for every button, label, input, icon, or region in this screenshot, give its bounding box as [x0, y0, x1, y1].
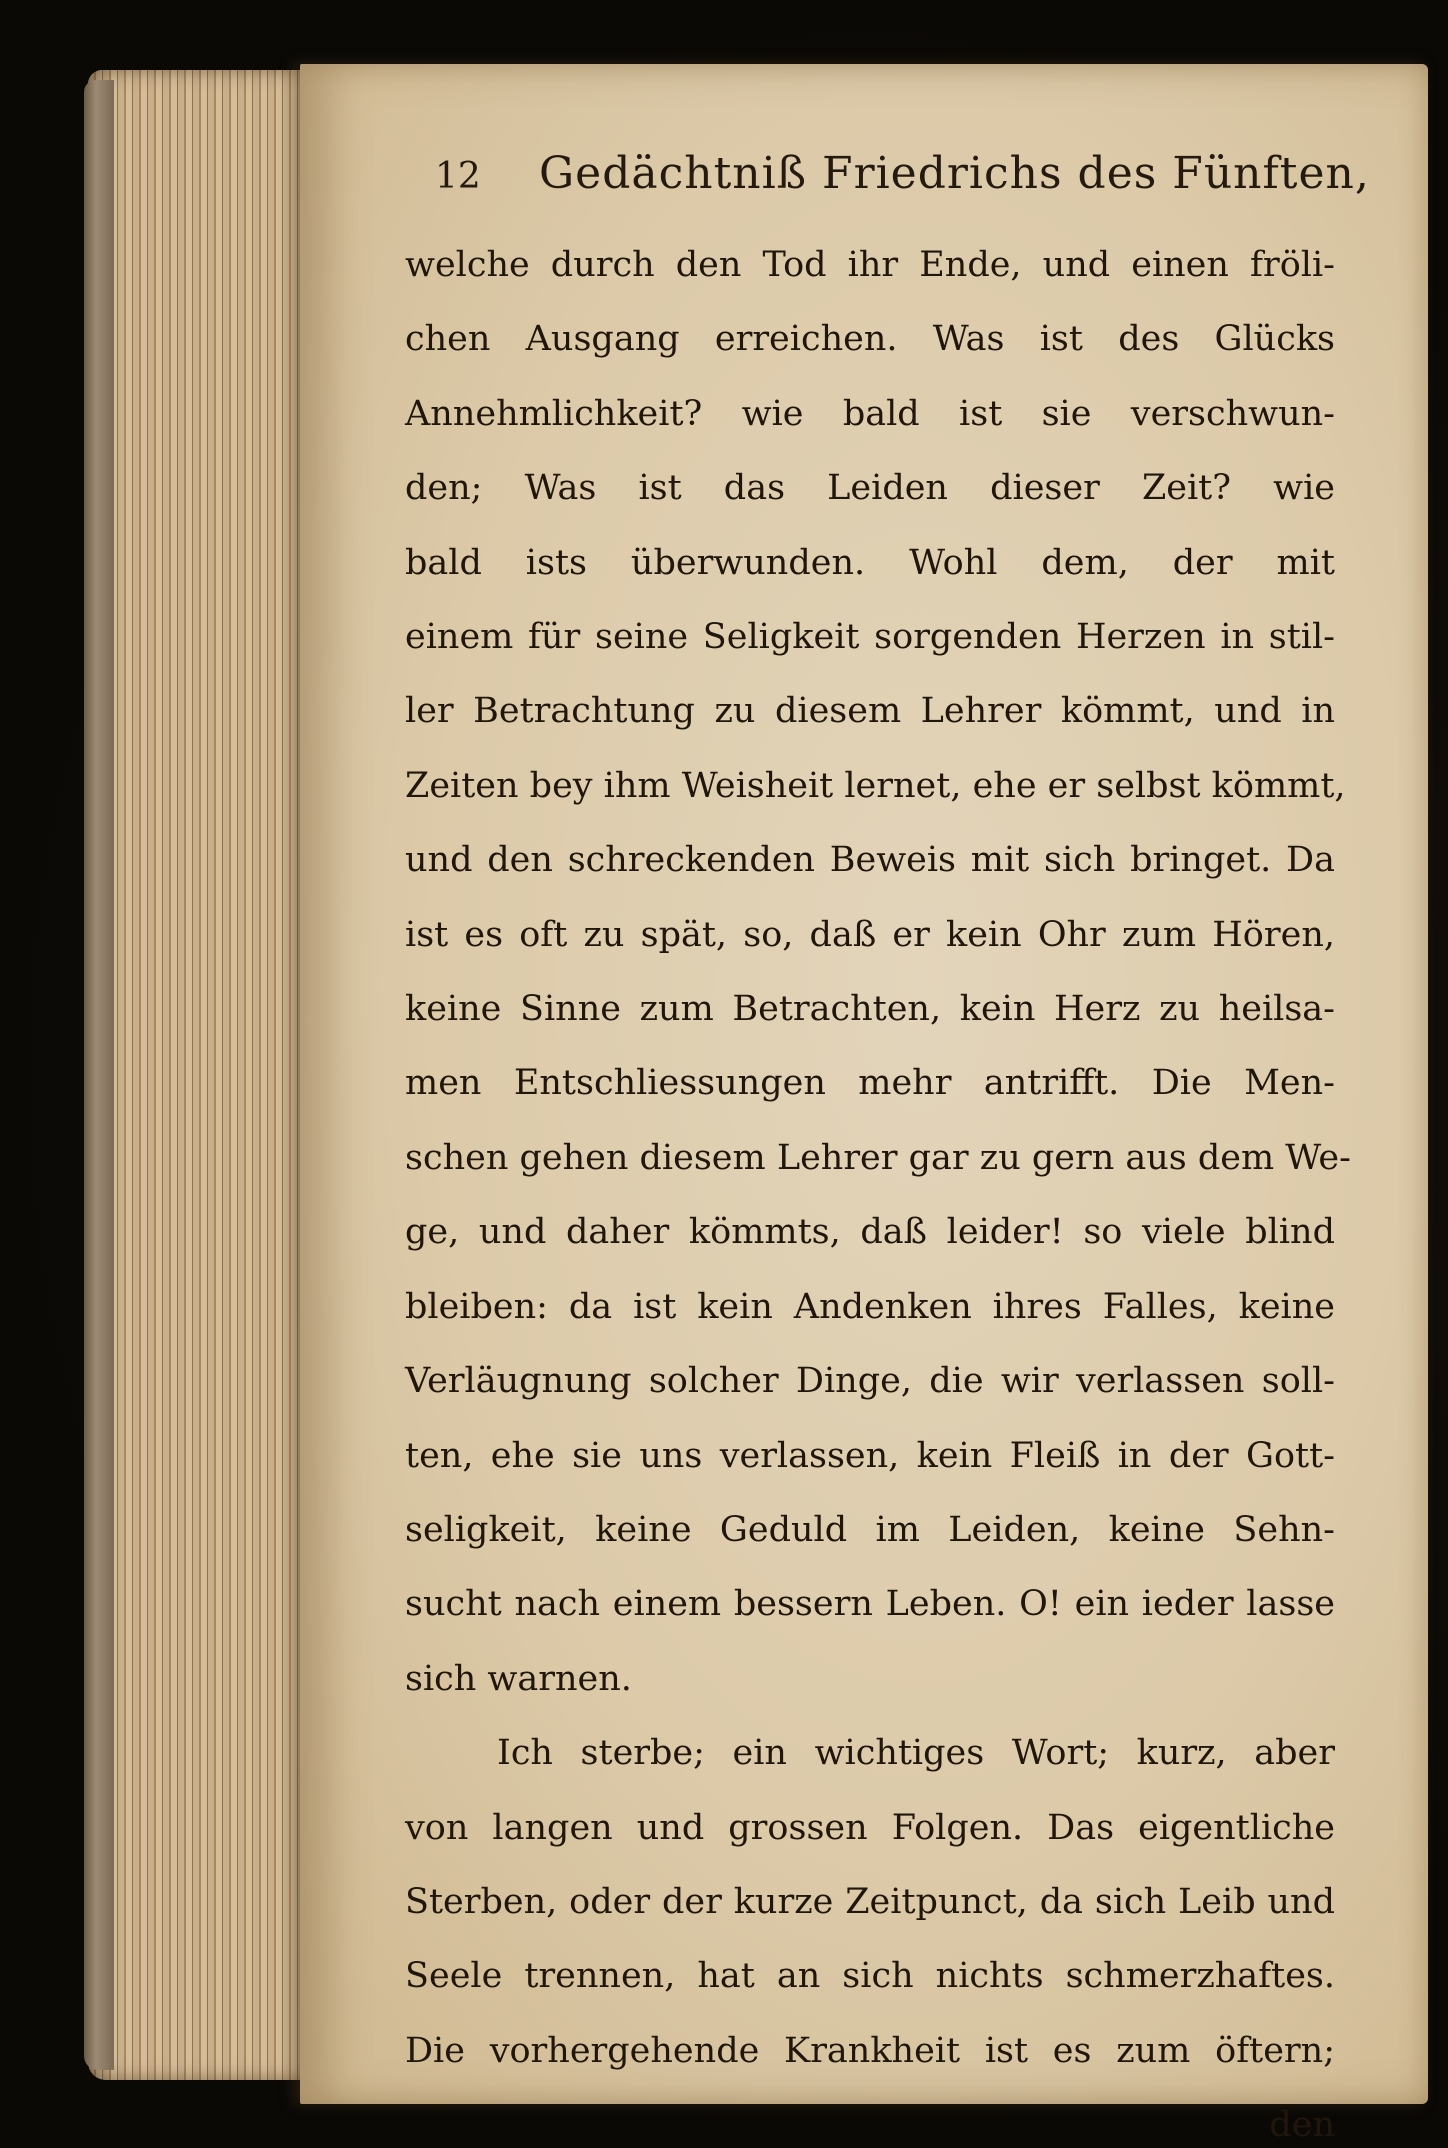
- text-line: den; Was ist das Leiden dieser Zeit? wie: [405, 468, 1335, 509]
- text-line: bald ists überwunden. Wohl dem, der mit: [405, 542, 1335, 583]
- text-line: sich warnen.: [405, 1658, 632, 1699]
- text-line: bleiben: da ist kein Andenken ihres Falles, keine: [405, 1286, 1335, 1327]
- page-edges: [88, 70, 318, 2080]
- text-line: ist es oft zu spät, so, daß er kein Ohr zum Hören,: [405, 914, 1335, 955]
- body-text: [405, 228, 1351, 2148]
- text-line: chen Ausgang erreichen. Was ist des Glücks: [405, 319, 1335, 360]
- text-line: und den schreckenden Beweis mit sich bringet. Da: [405, 840, 1335, 881]
- text-line: ler Betrachtung zu diesem Lehrer kömmt, und in: [405, 691, 1335, 732]
- text-line: welche durch den Tod ihr Ende, und einen fröli-: [405, 245, 1335, 285]
- text-line: schen gehen diesem Lehrer gar zu gern aus dem We-: [405, 1137, 1351, 1178]
- cover-edge: [84, 80, 114, 2070]
- text-line: ten, ehe sie uns verlassen, kein Fleiß in der Gott-: [405, 1435, 1335, 1476]
- catchword: den: [1269, 2105, 1335, 2146]
- page-header: [435, 148, 1370, 199]
- text-line: seligkeit, keine Geduld im Leiden, keine Sehn-: [405, 1509, 1335, 1550]
- text-line: Ich sterbe; ein wichtiges Wort; kurz, aber: [497, 1733, 1335, 1774]
- text-line: Verläugnung solcher Dinge, die wir verlassen soll-: [405, 1361, 1335, 1402]
- text-line: Sterben, oder der kurze Zeitpunct, da sich Leib und: [405, 1881, 1335, 1922]
- text-line: Zeiten bey ihm Weisheit lernet, ehe er selbst kömmt,: [405, 765, 1346, 806]
- page-number: 12: [435, 156, 481, 197]
- text-line: Annehmlichkeit? wie bald ist sie verschwun-: [405, 393, 1335, 434]
- text-line: Die vorhergehende Krankheit ist es zum öftern;: [405, 2030, 1335, 2071]
- text-line: sucht nach einem bessern Leben. O! ein ieder lasse: [405, 1584, 1335, 1625]
- text-line: von langen und grossen Folgen. Das eigentliche: [405, 1807, 1335, 1848]
- text-line: einem für seine Seligkeit sorgenden Herzen in stil-: [405, 617, 1335, 658]
- text-line: Seele trennen, hat an sich nichts schmerzhaftes.: [405, 1956, 1335, 1997]
- text-line: keine Sinne zum Betrachten, kein Herz zu heilsa-: [405, 989, 1335, 1030]
- running-title: Gedächtniß Friedrichs des Fünften,: [539, 148, 1370, 199]
- text-line: men Entschliessungen mehr antrifft. Die Men-: [405, 1063, 1335, 1104]
- text-line: ge, und daher kömmts, daß leider! so viele blind: [405, 1212, 1335, 1253]
